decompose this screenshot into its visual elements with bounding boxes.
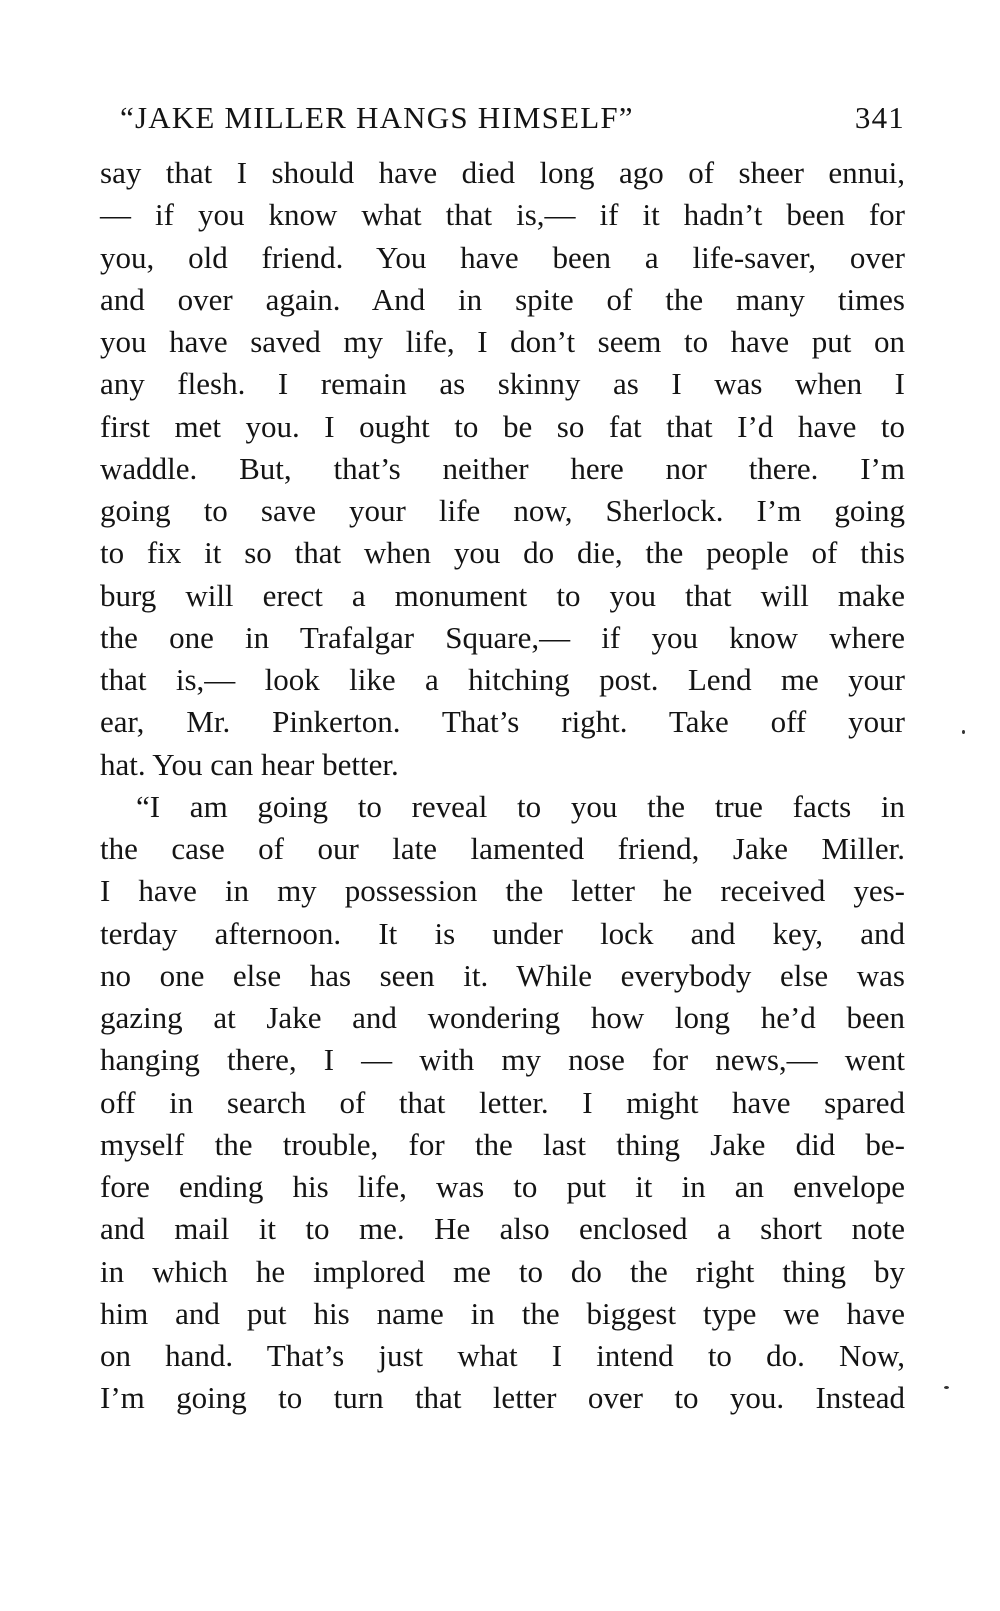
text-line: burg will erect a monument to you that will make	[100, 577, 905, 613]
page-number: 341	[854, 100, 905, 135]
text-line: on hand. That’s just what I intend to do. Now,	[100, 1338, 905, 1373]
text-line: fore ending his life, was to put it in an envelope	[100, 1169, 905, 1204]
text-line: hat. You can hear better.	[100, 746, 399, 782]
text-line: “I am going to reveal to you the true facts in	[136, 788, 905, 824]
text-line: I have in my possession the letter he received yes-	[100, 873, 905, 909]
text-line: — if you know what that is,— if it hadn’t been for	[100, 197, 905, 233]
text-line: to fix it so that when you do die, the people of this	[100, 535, 905, 571]
running-title: “JAKE MILLER HANGS HIMSELF”	[120, 100, 634, 135]
text-line: and mail it to me. He also enclosed a short note	[100, 1211, 905, 1247]
text-line: ear, Mr. Pinkerton. That’s right. Take off your	[100, 704, 905, 740]
text-line: you, old friend. You have been a life-saver, over	[100, 239, 905, 275]
print-speck	[944, 1386, 949, 1389]
text-line: in which he implored me to do the right thing by	[100, 1253, 905, 1289]
text-line: gazing at Jake and wondering how long he’d been	[100, 1000, 905, 1035]
text-line: any flesh. I remain as skinny as I was when I	[100, 366, 905, 402]
text-line: the case of our late lamented friend, Jake Miller.	[100, 831, 905, 866]
paragraph-2	[100, 786, 905, 1420]
text-line: him and put his name in the biggest type we have	[100, 1295, 905, 1331]
text-line: off in search of that letter. I might have spared	[100, 1084, 905, 1120]
text-line: I’m going to turn that letter over to you. Instead	[100, 1380, 905, 1416]
text-line: hanging there, I — with my nose for news,— went	[100, 1042, 905, 1078]
text-line: that is,— look like a hitching post. Lend me your	[100, 662, 905, 697]
text-line: waddle. But, that’s neither here nor there. I’m	[100, 450, 905, 486]
body-text	[100, 152, 905, 1420]
text-line: myself the trouble, for the last thing Jake did be-	[100, 1126, 905, 1162]
print-speck	[962, 730, 965, 734]
text-line: no one else has seen it. While everybody else was	[100, 957, 905, 993]
paragraph-1	[100, 152, 905, 786]
text-line: first met you. I ought to be so fat that I’d have to	[100, 408, 905, 444]
text-line: and over again. And in spite of the many times	[100, 281, 905, 317]
page-header	[100, 92, 905, 152]
text-line: you have saved my life, I don’t seem to have put on	[100, 324, 905, 359]
text-line: the one in Trafalgar Square,— if you know where	[100, 619, 905, 655]
text-line: say that I should have died long ago of sheer ennui,	[100, 155, 905, 190]
text-line: terday afternoon. It is under lock and key, and	[100, 915, 905, 951]
book-page	[100, 92, 905, 1420]
text-line: going to save your life now, Sherlock. I’m going	[100, 493, 905, 528]
